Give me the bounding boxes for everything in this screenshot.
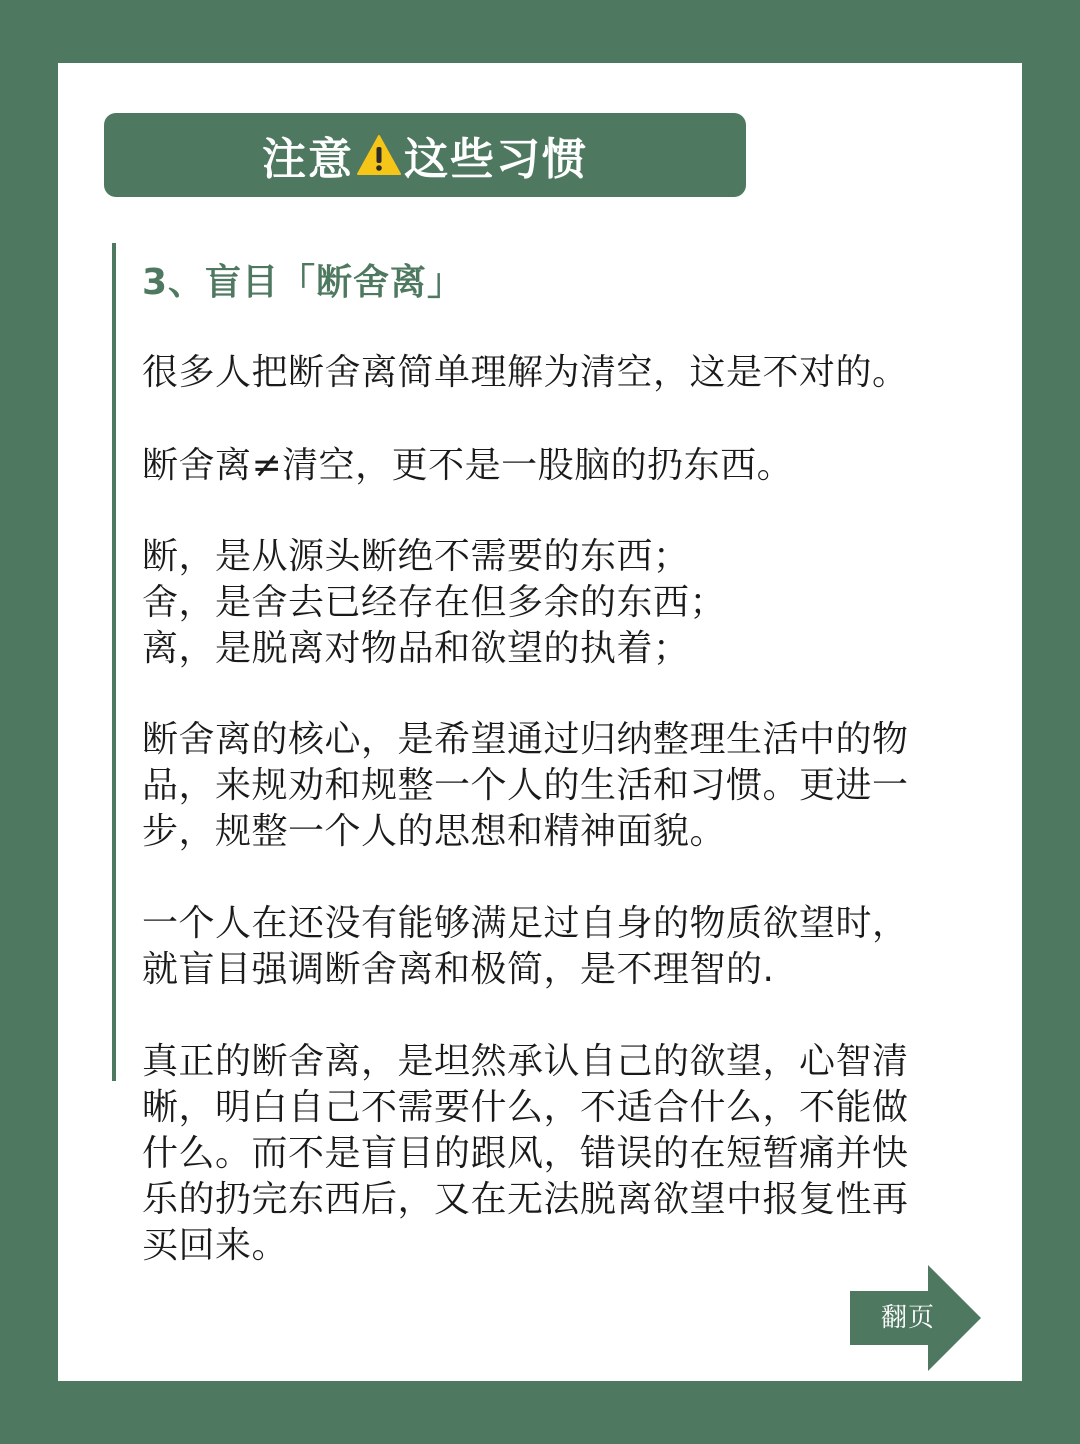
paragraph-line: 一个人在还没有能够满足过自身的物质欲望时， [142,903,909,944]
left-accent-rule [112,243,116,1081]
paragraph-line: 步，规整一个人的思想和精神面貌。 [142,811,727,852]
paragraph-line: 离，是脱离对物品和欲望的执着； [142,628,690,669]
banner-title-end: 这些习惯 [404,134,588,185]
section-heading: 3、盲目「断舍离」 [142,262,465,303]
paragraph-line: 买回来。 [142,1225,289,1266]
paragraph-line: 乐的扔完东西后，又在无法脱离欲望中报复性再 [142,1179,909,1220]
next-page-label: 翻页 [880,1303,935,1333]
paragraph-line: 舍，是舍去已经存在但多余的东西； [142,582,727,623]
paragraph-line: 就盲目强调断舍离和极简，是不理智的. [142,949,775,990]
paragraph-6 [142,1039,948,1269]
paragraph-4 [142,717,948,855]
paragraph-2 [142,443,948,489]
paragraph-line: 断，是从源头断绝不需要的东西； [142,536,690,577]
title-banner [104,113,746,197]
paragraph-1 [142,350,948,396]
paragraph-line: 断舍离≠清空，更不是一股脑的扔东西。 [142,445,794,486]
paragraph-5 [142,901,948,993]
paragraph-line: 品，来规劝和规整一个人的生活和习惯。更进一 [142,765,909,806]
paragraph-line: 晰，明白自己不需要什么，不适合什么，不能做 [142,1087,909,1128]
paragraph-line: 断舍离的核心，是希望通过归纳整理生活中的物 [142,719,909,760]
next-page-button[interactable] [850,1265,982,1371]
banner-title-start: 注意 [262,134,354,185]
paragraph-line: 很多人把断舍离简单理解为清空，这是不对的。 [142,352,909,393]
warning-icon [356,134,402,176]
paragraph-3 [142,534,948,672]
paragraph-line: 什么。而不是盲目的跟风，错误的在短暂痛并快 [142,1133,909,1174]
paragraph-line: 真正的断舍离，是坦然承认自己的欲望，心智清 [142,1041,909,1082]
